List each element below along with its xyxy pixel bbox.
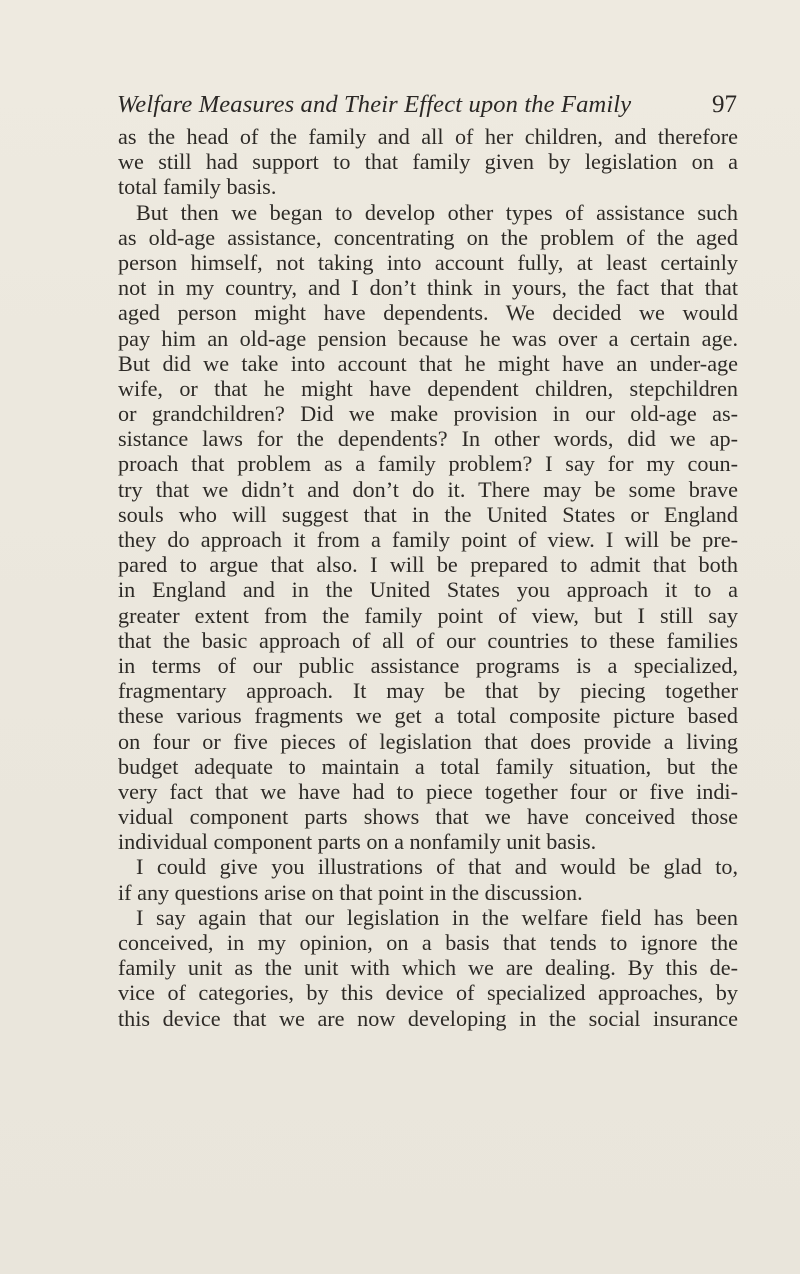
text-line: we still had support to that family given by legislation on a bbox=[118, 149, 738, 175]
text-line: fragmentary approach. It may be that by piecing together bbox=[118, 678, 738, 704]
text-line: budget adequate to maintain a total family situation, but the bbox=[118, 753, 738, 779]
text-line: total family basis. bbox=[118, 174, 277, 200]
text-line: not in my country, and I don’t think in yours, the fact that that bbox=[118, 275, 738, 301]
text-line: vice of categories, by this device of specialized approaches, by bbox=[118, 980, 738, 1006]
text-line: this device that we are now developing in the social insurance bbox=[118, 1005, 738, 1031]
text-line: try that we didn’t and don’t do it. There may be some brave bbox=[118, 476, 738, 502]
text-line: as the head of the family and all of her children, and therefore bbox=[118, 124, 738, 149]
text-line: these various fragments we get a total composite picture based bbox=[118, 703, 738, 729]
text-line: in England and in the United States you approach it to a bbox=[118, 577, 738, 603]
text-line: proach that problem as a family problem? I say for my coun- bbox=[118, 451, 738, 477]
text-line: that the basic approach of all of our countries to these families bbox=[118, 627, 738, 653]
text-line: vidual component parts shows that we have conceived those bbox=[118, 804, 738, 830]
text-line: on four or five pieces of legislation that does provide a living bbox=[118, 728, 738, 754]
text-line: wife, or that he might have dependent children, stepchildren bbox=[118, 375, 738, 401]
running-head-title: Welfare Measures and Their Effect upon the Family bbox=[117, 91, 632, 118]
page-number: 97 bbox=[712, 91, 737, 118]
text-line: greater extent from the family point of view, but I still say bbox=[118, 602, 738, 628]
text-line: they do approach it from a family point of view. I will be pre- bbox=[118, 527, 738, 552]
text-line: or grandchildren? Did we make provision in our old-age as- bbox=[118, 401, 738, 427]
text-line: family unit as the unit with which we are dealing. By this de- bbox=[118, 955, 738, 981]
body-text bbox=[118, 124, 738, 1031]
text-line: very fact that we have had to piece together four or five indi- bbox=[118, 778, 738, 804]
text-line: souls who will suggest that in the United States or England bbox=[118, 501, 738, 527]
text-line: I could give you illustrations of that and would be glad to, bbox=[136, 854, 738, 880]
text-line: I say again that our legislation in the welfare field has been bbox=[136, 904, 738, 930]
text-line: But did we take into account that he might have an under-age bbox=[118, 350, 738, 376]
text-line: pared to argue that also. I will be prepared to admit that both bbox=[118, 552, 738, 578]
text-line: conceived, in my opinion, on a basis that tends to ignore the bbox=[118, 930, 738, 955]
text-line: sistance laws for the dependents? In other words, did we ap- bbox=[118, 426, 738, 452]
text-line: as old-age assistance, concentrating on the problem of the aged bbox=[118, 224, 738, 250]
text-line: pay him an old-age pension because he was over a certain age. bbox=[118, 325, 738, 351]
text-line: But then we began to develop other types of assistance such bbox=[136, 199, 738, 225]
text-line: if any questions arise on that point in the discussion. bbox=[118, 879, 583, 905]
text-line: aged person might have dependents. We decided we would bbox=[118, 300, 738, 326]
text-line: person himself, not taking into account fully, at least certainly bbox=[118, 249, 738, 275]
running-head bbox=[117, 88, 737, 122]
text-line: individual component parts on a nonfamily unit basis. bbox=[118, 829, 597, 855]
text-line: in terms of our public assistance programs is a specialized, bbox=[118, 652, 738, 678]
